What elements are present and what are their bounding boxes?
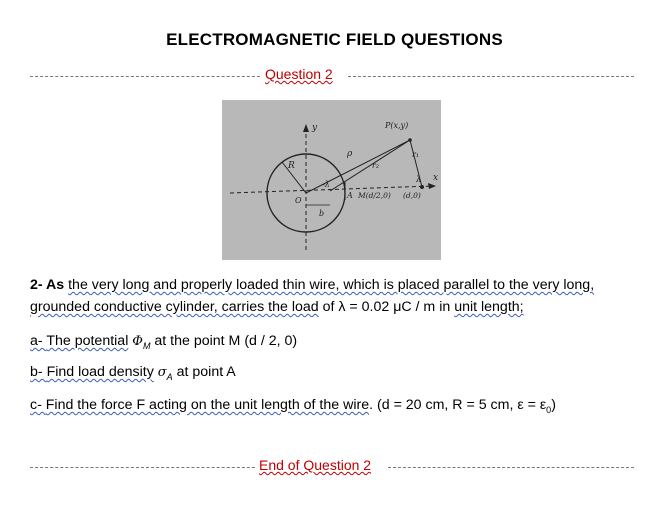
- sigma-subscript: A: [166, 371, 173, 382]
- x-axis-label: x: [433, 173, 439, 183]
- point-p-label: P(x,y): [385, 121, 409, 130]
- part-b-rest: at point A: [172, 364, 236, 380]
- origin-label: O: [295, 196, 302, 205]
- question-line-2: [30, 296, 640, 318]
- point-m-label: M(d/2,0): [358, 191, 391, 200]
- question-text-seg: unit length;: [454, 299, 524, 315]
- part-c: [30, 397, 556, 415]
- end-separator: [30, 457, 634, 474]
- dashed-line-right: [388, 467, 634, 468]
- part-c-prefix: c-: [30, 397, 46, 413]
- phi-subscript: M: [142, 340, 151, 351]
- part-a-prefix: a-: [30, 333, 47, 349]
- r1-label: r₁: [412, 150, 420, 159]
- part-c-end: ): [551, 397, 556, 413]
- epsilon-subscript: 0: [546, 404, 552, 415]
- phi-symbol: Φ: [132, 334, 143, 349]
- b-label: b: [319, 209, 325, 218]
- part-b: [30, 364, 236, 382]
- question-label: Question 2: [262, 66, 336, 82]
- question-text: [30, 274, 640, 318]
- r2-label: r₂: [372, 161, 380, 170]
- figure-photo: [222, 100, 441, 260]
- lambda-label: λ: [416, 175, 422, 184]
- question-text-seg: grounded conductive cylinder, carries the load: [30, 299, 319, 315]
- point-a-label: A: [347, 191, 353, 200]
- y-axis-label: y: [312, 123, 318, 133]
- point-d-label: (d,0): [403, 191, 421, 200]
- cylinder-wire-diagram: [222, 100, 441, 260]
- question-text-seg: the very long and properly loaded thin wire, which is placed parallel to the very long,: [68, 277, 595, 293]
- rho-label: ρ: [347, 149, 353, 159]
- dashed-line-left: [30, 76, 270, 77]
- part-a: [30, 333, 297, 351]
- part-a-text: The potential: [46, 333, 129, 349]
- wire-point: [420, 185, 424, 189]
- question-text-seg: of λ = 0.02 μC / m in: [318, 299, 455, 315]
- question-separator: [30, 66, 634, 83]
- dashed-line-left: [30, 467, 260, 468]
- question-number: 2- As: [30, 277, 69, 293]
- radius-label: R: [288, 161, 295, 171]
- dashed-line-right: [348, 76, 634, 77]
- part-c-rest: . (d = 20 cm, R = 5 cm, ε = ε: [369, 397, 547, 413]
- sigma-symbol: σ: [157, 365, 167, 380]
- document-title: ELECTROMAGNETIC FIELD QUESTIONS: [166, 30, 503, 49]
- minus-lambda-label: -λ: [322, 180, 330, 189]
- point-p: [408, 138, 412, 142]
- part-c-text: Find the force F acting on the unit length of the wire: [45, 397, 370, 413]
- part-b-prefix: b-: [30, 364, 47, 380]
- part-a-rest: at the point M (d / 2, 0): [150, 333, 298, 349]
- question-line-1: [30, 274, 640, 296]
- part-b-text: Find load density: [46, 364, 154, 380]
- end-label: End of Question 2: [256, 457, 374, 473]
